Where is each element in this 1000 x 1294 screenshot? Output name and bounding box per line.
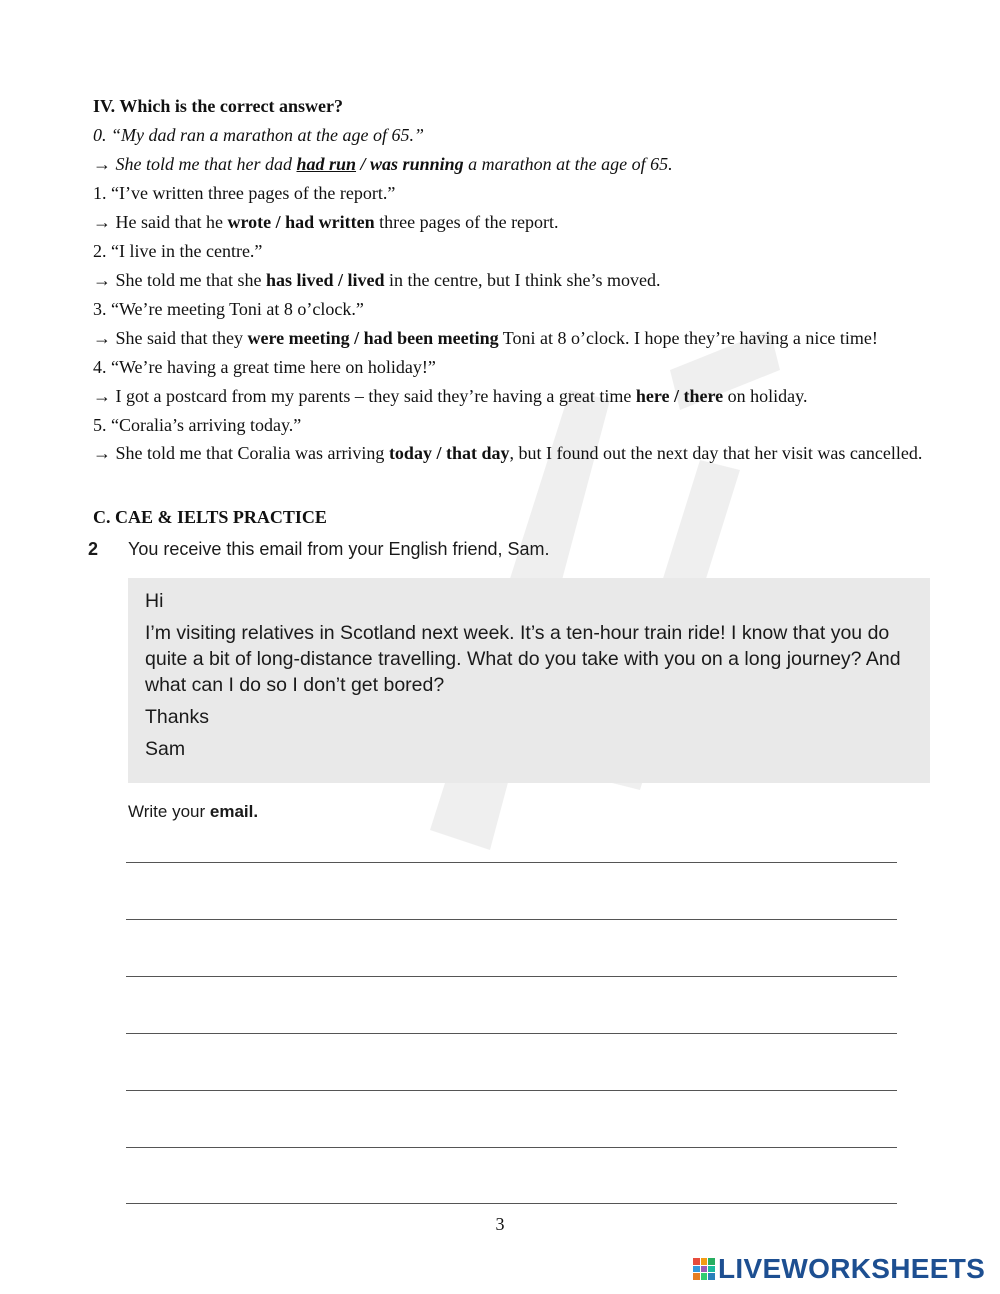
logo-square xyxy=(693,1273,700,1280)
answer-option-had-run[interactable]: had run xyxy=(296,154,357,174)
item-3-quote: 3. “We’re meeting Toni at 8 o’clock.” xyxy=(93,299,364,319)
logo-square xyxy=(693,1258,700,1265)
item-3-pre: → She said that they xyxy=(93,328,248,348)
item-0-post: a marathon at the age of 65. xyxy=(463,154,673,174)
task-prompt xyxy=(88,539,550,560)
page-number: 3 xyxy=(495,1214,505,1234)
item-4-quote: 4. “We’re having a great time here on holiday!” xyxy=(93,357,436,377)
liveworksheets-logo[interactable] xyxy=(693,1254,985,1284)
email-greeting: Hi xyxy=(145,590,164,612)
item-2-answer xyxy=(93,266,963,295)
option-separator: / xyxy=(356,154,371,174)
logo-square xyxy=(708,1273,715,1280)
item-5-post: , but I found out the next day that her visit was cancelled. xyxy=(509,443,923,463)
logo-square xyxy=(708,1258,715,1265)
email-signoff: Thanks xyxy=(145,706,209,728)
writing-line-2[interactable] xyxy=(126,919,897,920)
item-4-pre: → I got a postcard from my parents – they said they’re having a great time xyxy=(93,386,636,406)
item-5-pre: → She told me that Coralia was arriving xyxy=(93,443,389,463)
task-prompt-text: You receive this email from your English friend, Sam. xyxy=(128,539,550,559)
item-1-pre: → He said that he xyxy=(93,212,228,232)
answer-option-was-running[interactable]: was running xyxy=(370,154,464,174)
item-5-options[interactable]: today / that day xyxy=(388,443,510,463)
exercise-iv xyxy=(93,92,963,466)
item-1-answer xyxy=(93,208,963,237)
section-title: C. CAE & IELTS PRACTICE xyxy=(93,507,327,527)
item-2-options[interactable]: has lived / lived xyxy=(265,270,385,290)
writing-line-4[interactable] xyxy=(126,1033,897,1034)
logo-square xyxy=(708,1266,715,1273)
item-0-pre: → She told me that her dad xyxy=(93,154,297,174)
item-1-quote: 1. “I’ve written three pages of the report.” xyxy=(93,183,396,203)
write-prompt-bold: email. xyxy=(209,802,259,821)
email-body: I’m visiting relatives in Scotland next week. It’s a ten-hour train ride! I know that you do quite a bit of long-distance travelling. What do you take with you on a long journey? And what can I do so I don’t get bored? xyxy=(145,622,901,696)
item-5-answer xyxy=(93,440,963,466)
item-3-answer xyxy=(93,324,963,353)
item-2-post: in the centre, but I think she’s moved. xyxy=(384,270,661,290)
logo-square xyxy=(701,1266,708,1273)
logo-grid-icon xyxy=(693,1258,715,1280)
item-3-options[interactable]: were meeting / had been meeting xyxy=(247,328,499,348)
logo-square xyxy=(701,1273,708,1280)
task-number: 2 xyxy=(88,539,99,559)
writing-line-7[interactable] xyxy=(126,1203,897,1204)
logo-square xyxy=(701,1258,708,1265)
logo-square xyxy=(693,1266,700,1273)
item-1-post: three pages of the report. xyxy=(374,212,559,232)
item-3-post: Toni at 8 o’clock. I hope they’re having a nice time! xyxy=(498,328,878,348)
item-1-options[interactable]: wrote / had written xyxy=(227,212,375,232)
write-prompt-pre: Write your xyxy=(128,802,210,821)
item-2-pre: → She told me that she xyxy=(93,270,266,290)
email-box xyxy=(128,578,930,783)
item-4-options[interactable]: here / there xyxy=(635,386,724,406)
item-2-quote: 2. “I live in the centre.” xyxy=(93,241,263,261)
writing-line-1[interactable] xyxy=(126,862,897,863)
writing-line-3[interactable] xyxy=(126,976,897,977)
item-5-quote: 5. “Coralia’s arriving today.” xyxy=(93,415,302,435)
item-0-quote: 0. “My dad ran a marathon at the age of 65.” xyxy=(93,125,424,145)
exercise-title: IV. Which is the correct answer? xyxy=(93,96,343,116)
item-4-answer xyxy=(93,382,963,411)
writing-line-5[interactable] xyxy=(126,1090,897,1091)
writing-line-6[interactable] xyxy=(126,1147,897,1148)
item-0-answer xyxy=(93,150,963,179)
item-4-post: on holiday. xyxy=(723,386,808,406)
email-sender-name: Sam xyxy=(145,738,186,760)
write-prompt xyxy=(128,802,258,822)
logo-text: LIVEWORKSHEETS xyxy=(718,1253,986,1284)
